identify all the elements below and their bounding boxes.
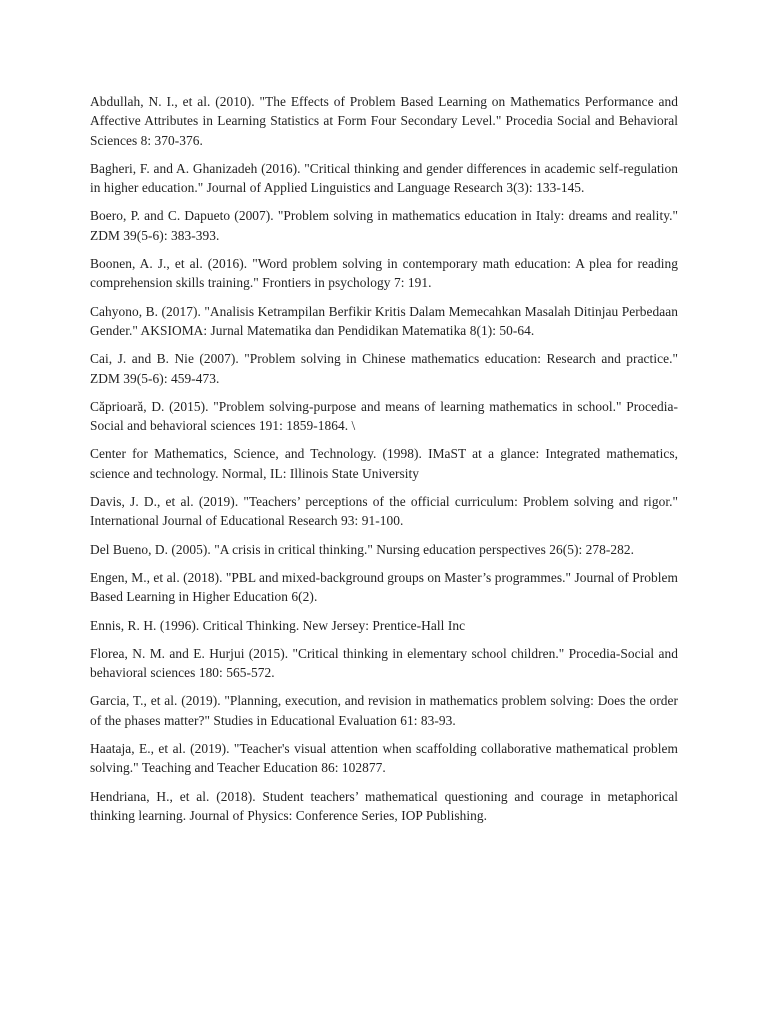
reference-entry: Del Bueno, D. (2005). "A crisis in critical thinking." Nursing education perspectives 26(5): 278-282.: [90, 541, 635, 557]
reference-entry: Cai, J. and B. Nie (2007). "Problem solving in Chinese mathematics education: Research and practice." ZDM 39(5-6): 459-473.: [90, 351, 678, 386]
reference-entry: Cahyono, B. (2017). "Analisis Ketrampilan Berfikir Kritis Dalam Memecahkan Masalah Ditinjau Perbedaan Gender." AKSIOMA: Jurnal Matematika dan Pendidikan Matematika 8(1): 50-64.: [90, 303, 678, 338]
reference-list: [90, 92, 678, 834]
reference-entry: Abdullah, N. I., et al. (2010). "The Effects of Problem Based Learning on Mathematics Performance and Affective Attributes in Learning Statistics at Form Four Secondary Level." Procedia Social and Behavioral Sciences 8: 370-376.: [90, 94, 678, 148]
reference-entry: Florea, N. M. and E. Hurjui (2015). "Critical thinking in elementary school children." Procedia-Social and behavioral sciences 180: 565-572.: [90, 645, 678, 681]
reference-entry: Haataja, E., et al. (2019). "Teacher's visual attention when scaffolding collaborative mathematical problem solving." Teaching and Teacher Education 86: 102877.: [90, 741, 678, 776]
reference-entry: Căprioară, D. (2015). "Problem solving-purpose and means of learning mathematics in school." Procedia-Social and behavioral sciences 191: 1859-1864. \: [90, 398, 678, 434]
reference-entry: Garcia, T., et al. (2019). "Planning, execution, and revision in mathematics problem solving: Does the order of the phases matter?" Studies in Educational Evaluation 61: 83-93.: [90, 693, 678, 728]
reference-entry: Hendriana, H., et al. (2018). Student teachers’ mathematical questioning and courage in metaphorical thinking learning. Journal of Physics: Conference Series, IOP Publishing.: [90, 788, 678, 823]
reference-entry: Boero, P. and C. Dapueto (2007). "Problem solving in mathematics education in Italy: dreams and reality." ZDM 39(5-6): 383-393.: [90, 208, 678, 243]
reference-entry: Center for Mathematics, Science, and Technology. (1998). IMaST at a glance: Integrated mathematics, science and technology. Normal, IL: Illinois State University: [90, 446, 678, 481]
reference-entry: Davis, J. D., et al. (2019). "Teachers’ perceptions of the official curriculum: Problem solving and rigor." International Journal of Educational Research 93: 91-100.: [90, 494, 678, 529]
reference-entry: Boonen, A. J., et al. (2016). "Word problem solving in contemporary math education: A plea for reading comprehension skills training." Frontiers in psychology 7: 191.: [90, 256, 678, 291]
reference-entry: Ennis, R. H. (1996). Critical Thinking. New Jersey: Prentice-Hall Inc: [90, 617, 466, 633]
reference-entry: Engen, M., et al. (2018). "PBL and mixed-background groups on Master’s programmes." Journal of Problem Based Learning in Higher Education 6(2).: [90, 569, 679, 605]
reference-entry: Bagheri, F. and A. Ghanizadeh (2016). "Critical thinking and gender differences in academic self-regulation in higher education." Journal of Applied Linguistics and Language Research 3(3): 133-145.: [90, 160, 678, 196]
